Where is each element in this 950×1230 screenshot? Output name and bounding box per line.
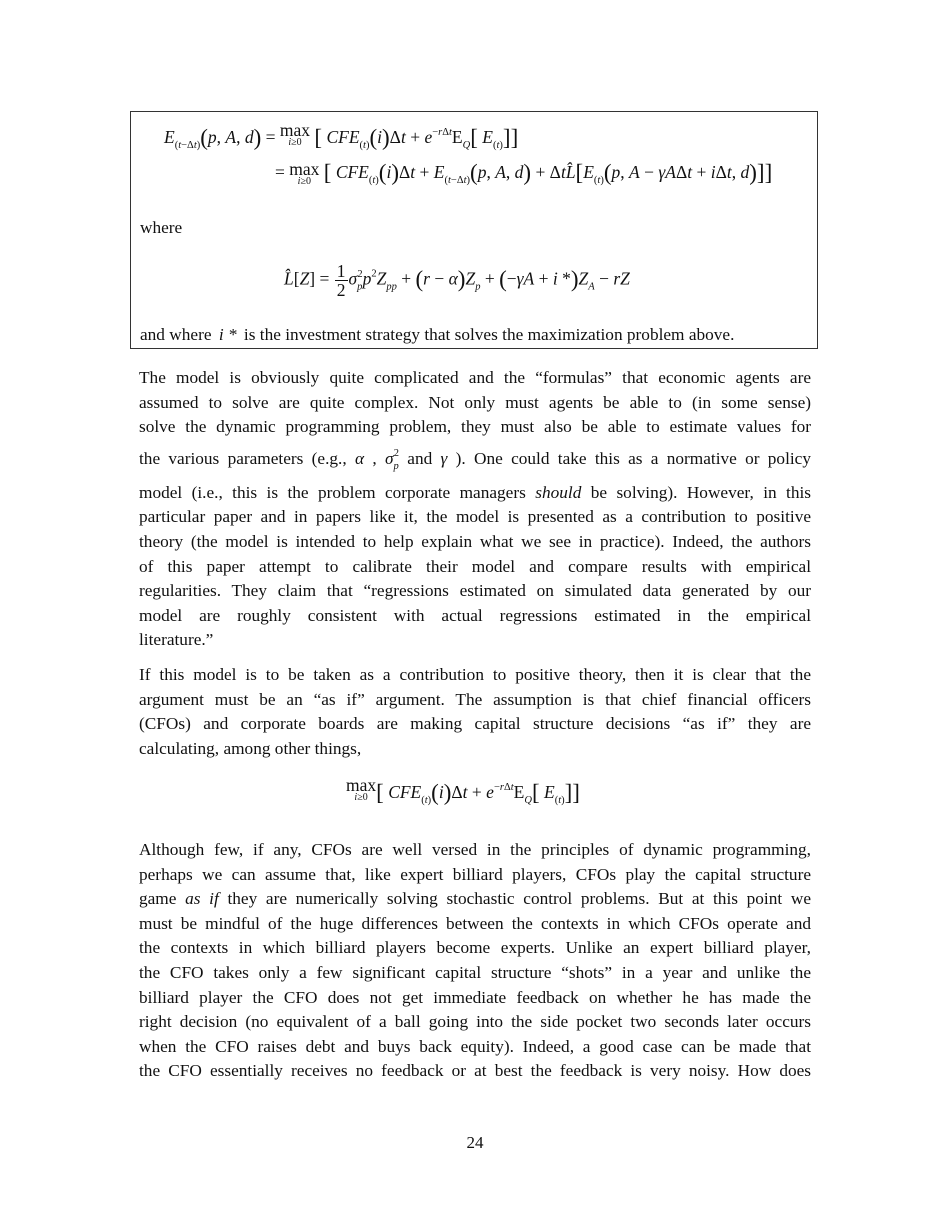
equation-box	[130, 111, 818, 349]
text-line: particular paper and in papers like it, the model is presented as a contribution to positive	[139, 507, 811, 527]
text-line: model (i.e., this is the problem corporate managers should be solving). However, in this	[139, 482, 811, 502]
text-line: right decision (no equivalent of a ball going into the side pocket two seconds later occurs	[139, 1012, 811, 1032]
text-line: game as if they are numerically solving stochastic control problems. But at this point we	[139, 889, 812, 909]
text-line: argument must be an “as if” argument. The assumption is that chief financial officers	[139, 689, 811, 709]
text-line: perhaps we can assume that, like expert billiard players, CFOs play the capital structure	[139, 864, 811, 884]
max-cfe-equation: max i≥0 [ $CFE_{(t)}(i)\Delta t + e^{-r\Delta t}E_Q$[ $E_{(t)}$]]	[346, 775, 580, 806]
bellman-equation-line-2: = max i≥0 [ $CFE_{(t)}(i)\Delta t + E_{(t-\Delta t)}(p$, A, $d) + \Delta tL̂[E_{(t)}(p$, A − γAΔt + iΔt, d)]]	[275, 159, 773, 187]
text-line: solve the dynamic programming problem, they must also be able to estimate values for	[139, 417, 811, 437]
text-line: If this model is to be taken as a contribution to positive theory, then it is clear that the	[139, 665, 811, 684]
text-line: billiard player the CFO does not get immediate feedback on whether he has made the	[139, 987, 811, 1007]
text-line: the CFO essentially receives no feedback or at best the feedback is very noisy. How does	[139, 1061, 811, 1081]
text-line: the contexts in which billiard players become experts. Unlike an expert billiard player,	[139, 938, 811, 958]
text-line: of this paper attempt to calibrate their model and compare results with empirical	[139, 556, 811, 576]
text-line: must be mindful of the huge differences between the contexts in which CFOs operate and	[139, 913, 811, 933]
text-line: (CFOs) and corporate boards are making capital structure decisions “as if” they are	[139, 714, 811, 734]
text-line: when the CFO raises debt and buys back equity). Indeed, a good case can be made that	[139, 1036, 811, 1056]
text-line: literature.”	[139, 630, 214, 650]
text-line-parameters: the various parameters (e.g., α , $\sigma_p^2$ and γ ). One could take this as a normative or policy	[139, 447, 811, 472]
page-number: 24	[466, 1133, 484, 1152]
and-where-sentence	[140, 325, 734, 345]
text-line: theory (the model is intended to help explain what we see in practice). Indeed, the authors	[139, 531, 811, 551]
generator-equation: L̂[Z] = $\frac{1}{2}$ $\sigma_p^2p^2Z_{pp} + (r - \alpha)Z_p + (-\gamma A + i$ $*)Z_A$ − rZ	[284, 261, 630, 300]
paragraph-1	[139, 366, 811, 653]
text-line: regularities. They claim that “regressions estimated on simulated data generated by our	[139, 581, 811, 601]
bellman-equation-line-1: $E_{(t-\Delta t)}(p$, A, d) = max i≥0 [ $CFE_{(t)}(i)\Delta t + e^{-r\Delta t}E_Q$[ $E_{(t)}$]]	[164, 120, 519, 151]
text-line: Although few, if any, CFOs are well versed in the principles of dynamic programming,	[139, 840, 811, 859]
paragraph-2	[139, 663, 811, 761]
text-line: model are roughly consistent with actual regressions estimated in the empirical	[139, 605, 811, 625]
text-line: the CFO takes only a few significant capital structure “shots” in a year and unlike the	[139, 962, 811, 982]
paragraph-3	[139, 838, 811, 1084]
i-star-symbol: i *	[218, 325, 237, 344]
text-line: The model is obviously quite complicated and the “formulas” that economic agents are	[139, 368, 811, 387]
and-where-text: is the investment strategy that solves the maximization problem above.	[243, 325, 735, 344]
text-line: assumed to solve are quite complex. Not only must agents be able to (in some sense)	[139, 392, 811, 412]
and-where-label: and where	[140, 325, 212, 344]
text-line: calculating, among other things,	[139, 738, 362, 758]
where-label: where	[140, 218, 183, 237]
